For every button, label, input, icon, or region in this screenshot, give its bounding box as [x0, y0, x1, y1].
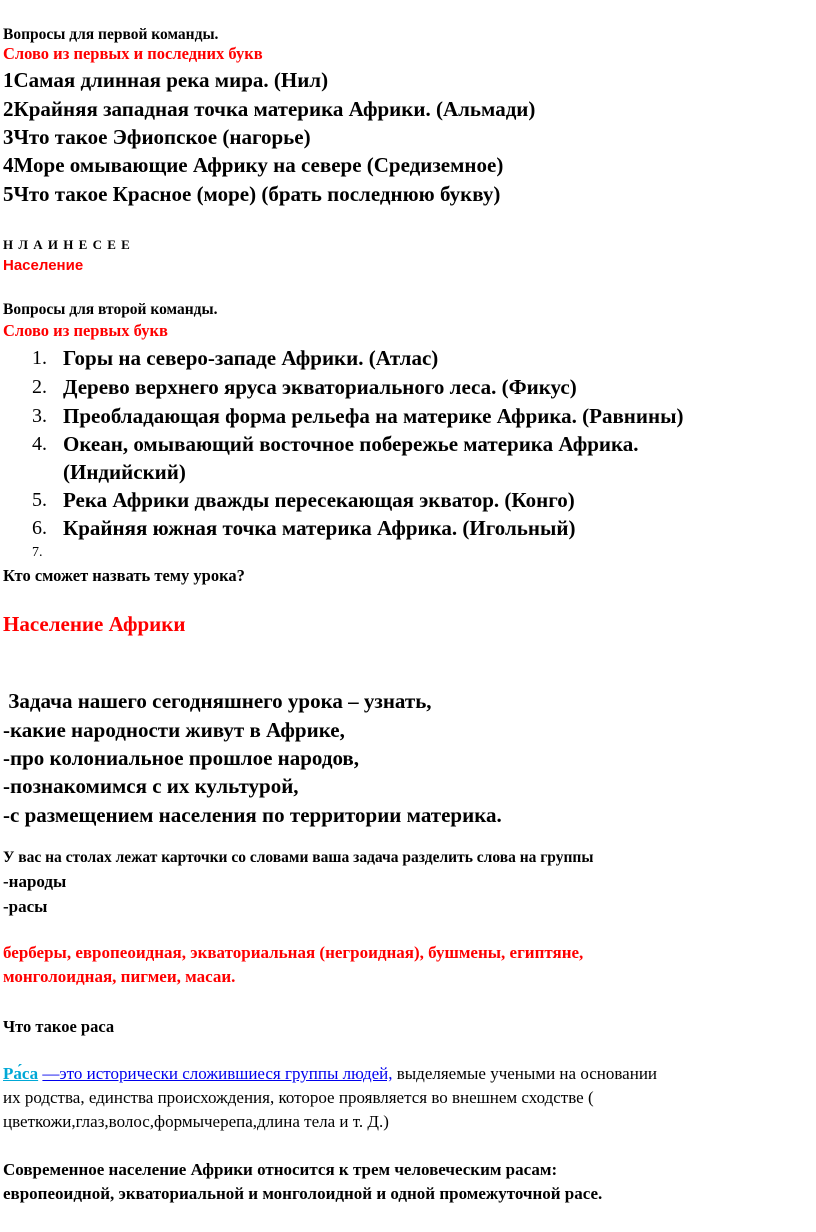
conclusion-line2: европеоидной, экваториальной и монголоидной и одной промежуточной расе. — [3, 1184, 603, 1203]
team2-number-2: 2. — [32, 376, 47, 398]
race-definition-line2: их родства, единства происхождения, которое проявляется во внешнем сходстве ( — [3, 1088, 594, 1107]
team2-question-4: Океан, омывающий восточное побережье материка Африка. — [63, 432, 639, 456]
lesson-goal-4: -познакомимся с их культурой, — [3, 774, 299, 798]
team2-number-3: 3. — [32, 405, 47, 427]
race-definition-rest: выделяемые учеными на основании — [392, 1064, 658, 1083]
team1-question-1: 1Самая длинная река мира. (Нил) — [3, 68, 329, 92]
lesson-question: Кто сможет назвать тему урока? — [3, 566, 245, 585]
lesson-goal-5: -с размещением населения по территории материка. — [3, 803, 502, 827]
team2-subheading: Слово из первых букв — [3, 321, 168, 340]
team2-question-6: Крайняя южная точка материка Африка. (Игольный) — [63, 516, 576, 540]
race-definition-line3: цветкожи,глаз,волос,формычерепа,длина тела и т. Д.) — [3, 1112, 389, 1131]
race-definition-link[interactable]: —это исторически сложившиеся группы людей, — [42, 1064, 393, 1083]
team2-number-4: 4. — [32, 433, 47, 455]
lesson-goal-2: -какие народности живут в Африке, — [3, 718, 345, 742]
team2-number-6: 6. — [32, 517, 47, 539]
team2-question-1: Горы на северо-западе Африки. (Атлас) — [63, 346, 439, 370]
team2-heading: Вопросы для второй команды. — [3, 301, 218, 318]
team1-heading: Вопросы для первой команды. — [3, 26, 219, 43]
lesson-topic: Население Африки — [3, 612, 186, 636]
team2-question-5: Река Африки дважды пересекающая экватор. (Конго) — [63, 488, 575, 512]
cards-group-races: -расы — [3, 897, 48, 916]
lesson-goal-3: -про колониальное прошлое народов, — [3, 746, 360, 770]
race-definition-line1 — [3, 1064, 657, 1084]
conclusion-line1: Современное население Африки относится к трем человеческим расам: — [3, 1160, 558, 1179]
team2-number-5: 5. — [32, 489, 47, 511]
cards-group-peoples: -народы — [3, 872, 67, 891]
cards-words-line2: монголоидная, пигмеи, масаи. — [3, 967, 236, 986]
team1-question-2: 2Крайняя западная точка материка Африки. (Альмади) — [3, 97, 536, 121]
team2-question-4-cont: (Индийский) — [63, 460, 186, 484]
team1-question-5: 5Что такое Красное (море) (брать последнюю букву) — [3, 182, 501, 206]
cards-instruction: У вас на столах лежат карточки со словами ваша задача разделить слова на группы — [3, 849, 594, 866]
team2-number-1: 1. — [32, 347, 47, 369]
team1-subheading: Слово из первых и последних букв — [3, 44, 263, 63]
team2-number-7: 7. — [32, 545, 43, 560]
team2-question-3: Преобладающая форма рельефа на материке Африка. (Равнины) — [63, 404, 684, 428]
team1-question-4: 4Море омывающие Африку на севере (Средиземное) — [3, 153, 504, 177]
race-question: Что такое раса — [3, 1017, 115, 1036]
team1-letters: Н Л А И Н Е С Е Е — [3, 237, 131, 252]
cards-words-line1: берберы, европеоидная, экваториальная (негроидная), бушмены, египтяне, — [3, 943, 584, 962]
team2-question-2: Дерево верхнего яруса экваториального леса. (Фикус) — [63, 375, 577, 399]
team1-answer: Население — [3, 257, 84, 274]
team1-question-3: 3Что такое Эфиопское (нагорье) — [3, 125, 311, 149]
race-term-link[interactable]: Ра́са — [3, 1064, 39, 1083]
lesson-goal-1: Задача нашего сегодняшнего урока – узнать, — [3, 689, 432, 713]
